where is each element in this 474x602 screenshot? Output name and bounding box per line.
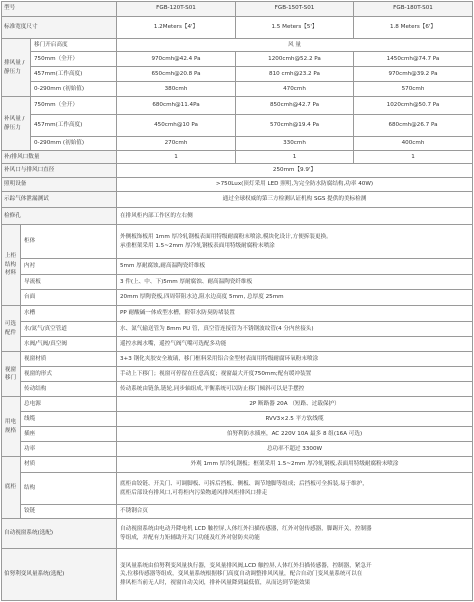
- fittings-row-label: 水槽: [21, 306, 117, 322]
- vav-value: 变风量系统由伯努利变风量执行器，变风量排风阀,LCD 触控屏,人体红外扫描传感器，控制器，紧急开 关,位移传感器等组成，变风量系统根据移门高度自动调整排风风量，配合自动门变风量系统可以在 排风柜当前无人时，视窗自动关闭，排补风量降到最低值，从而达到节能效果: [117, 549, 473, 601]
- fittings-row-value: 遥控水阀水嘴，遥控气阀气嘴可选配多功能: [117, 337, 473, 352]
- electrical-row-label: 线缆: [21, 412, 117, 427]
- electrical-row-value: 总功率不超过 3300W: [117, 442, 473, 457]
- vav-label: 伯努利变风量系统(选配): [1, 549, 117, 601]
- upper-row-label: 导流板: [21, 275, 117, 290]
- upper-row-value: 5mm 厚耐腐蚀,耐高温陶瓷纤维板: [117, 259, 473, 275]
- electrical-row-label: 插座: [21, 427, 117, 442]
- makeup-row-label: 750mm（全开）: [31, 97, 117, 115]
- makeup-value: 850cmh@42.7 Pa: [236, 97, 354, 115]
- exhaust-row-label: 457mm(工作高度): [31, 67, 117, 82]
- outlet-count-value: 1: [354, 151, 473, 164]
- electrical-row-label: 总电源: [21, 397, 117, 412]
- upper-row-label: 内衬: [21, 259, 117, 275]
- sash-row-label: 传动结构: [21, 382, 117, 397]
- makeup-value: 450cmh@10 Pa: [117, 115, 236, 137]
- makeup-value: 330cmh: [236, 137, 354, 151]
- exhaust-value: 470cmh: [236, 82, 354, 97]
- size-180: 1.8 Meters【6'】: [354, 17, 473, 39]
- access-hole-value: 在排风柜内部工作区的左右侧: [117, 208, 473, 225]
- outlet-count-label: 补/排风口数量: [1, 151, 117, 164]
- exhaust-group-label: 排风量 / 静压力: [1, 39, 31, 97]
- fittings-row-label: 水阀/气阀/真空阀: [21, 337, 117, 352]
- sash-row-label: 视窗材质: [21, 352, 117, 367]
- upper-row-label: 台面: [21, 290, 117, 306]
- model-180: FGB-180T-S01: [354, 1, 473, 17]
- upper-row-value: 20mm 厚陶瓷板,四周带阻水边,阻水边高度 5mm, 总厚度 25mm: [117, 290, 473, 306]
- sash-row-value: 手动上下移门；视窗可停留在任意高度；视窗最大开度750mm;配有缓冲装置: [117, 367, 473, 382]
- electrical-group-label: 用电规格: [1, 397, 21, 457]
- spec-sheet: [1, 1, 473, 601]
- electrical-row-value: 伯努利防水插座，AC 220V 10A 最多 8 组(16A 可选): [117, 427, 473, 442]
- sash-group-label: 视窗移门: [1, 352, 21, 397]
- access-hole-label: 检修孔: [1, 208, 117, 225]
- outlet-diameter-value: 250mm【9.9'】: [117, 164, 473, 178]
- exhaust-subheader: 移门开启高度: [31, 39, 117, 52]
- outlet-diameter-label: 补风口与排风口直径: [1, 164, 117, 178]
- sash-row-value: 3+3 钢化夹胶安全玻璃，移门框料采用铝合金型材表面用特级耐腐环氧粉末喷涂: [117, 352, 473, 367]
- electrical-row-value: RVV3×2.5 平方软线缆: [117, 412, 473, 427]
- upper-row-label: 柜体: [21, 225, 117, 259]
- makeup-row-label: 0-290mm (初始值): [31, 137, 117, 151]
- makeup-value: 680cmh@26.7 Pa: [354, 115, 473, 137]
- size-label: 标准宽度尺寸: [1, 17, 117, 39]
- fittings-row-label: 水/氮气/真空管道: [21, 322, 117, 337]
- base-row-value: 外观 1mm 厚冷轧钢板；框架采用 1.5~2mm 厚冷轧钢板,表面用特级耐腐粉末喷涂: [117, 457, 473, 473]
- base-row-value: 不锈钢合页: [117, 505, 473, 519]
- base-row-label: 铰链: [21, 505, 117, 519]
- upper-group-label: 上柜结构材料: [1, 225, 21, 306]
- exhaust-value: 970cmh@42.4 Pa: [117, 52, 236, 67]
- outlet-count-value: 1: [117, 151, 236, 164]
- lighting-value: >750Lux(顶灯采用 LED 照明,为完全防水防腐结构,功率 40W): [117, 178, 473, 192]
- makeup-value: 1020cmh@50.7 Pa: [354, 97, 473, 115]
- makeup-row-label: 457mm(工作高度): [31, 115, 117, 137]
- base-group-label: 底柜: [1, 457, 21, 519]
- exhaust-row-label: 0-290mm (初始值): [31, 82, 117, 97]
- upper-row-value: 3 件(上、中、下)5mm 厚耐腐蚀、耐高温陶瓷纤维板: [117, 275, 473, 290]
- model-label: 型号: [1, 1, 117, 17]
- exhaust-value: 1200cmh@52.2 Pa: [236, 52, 354, 67]
- detector-label: 示踪气体泄漏测试: [1, 192, 117, 208]
- auto-sash-value: 自动视窗系统由电动升降电机 LCD 触控屏,人体红外扫描传感器，红外对射传感器，脚踢开关，控制器 等组成，并配有力矩辅助开关门功能及红外对射防夹功能: [117, 519, 473, 549]
- electrical-row-label: 功率: [21, 442, 117, 457]
- model-120: FGB-120T-S01: [117, 1, 236, 17]
- exhaust-subheader-value: 风 量: [117, 39, 473, 52]
- fittings-group-label: 可选配件: [1, 306, 21, 352]
- exhaust-value: 650cmh@20.8 Pa: [117, 67, 236, 82]
- makeup-group-label: 补风量 / 静压力: [1, 97, 31, 151]
- exhaust-value: 1450cmh@74.7 Pa: [354, 52, 473, 67]
- auto-sash-label: 自动视窗系统(选配): [1, 519, 117, 549]
- electrical-row-value: 2P 断路器 20A （短路、过载保护）: [117, 397, 473, 412]
- exhaust-value: 380cmh: [117, 82, 236, 97]
- exhaust-value: 810 cmh@23.2 Pa: [236, 67, 354, 82]
- fittings-row-value: PP 耐酸碱一体成型水槽，附带水防臭防堵装置: [117, 306, 473, 322]
- makeup-value: 400cmh: [354, 137, 473, 151]
- exhaust-value: 570cmh: [354, 82, 473, 97]
- makeup-value: 270cmh: [117, 137, 236, 151]
- sash-row-value: 传动系统由链条,链轮,同步轴组成,平衡系统可以防止移门倾斜可以是手摆控: [117, 382, 473, 397]
- base-row-label: 材质: [21, 457, 117, 473]
- exhaust-row-label: 750mm（全开）: [31, 52, 117, 67]
- makeup-value: 680cmh@11.4Pa: [117, 97, 236, 115]
- lighting-label: 照明设备: [1, 178, 117, 192]
- base-row-label: 结构: [21, 473, 117, 505]
- sash-row-label: 视窗的形式: [21, 367, 117, 382]
- outlet-count-value: 1: [236, 151, 354, 164]
- makeup-value: 570cmh@19.4 Pa: [236, 115, 354, 137]
- detector-value: 通过全球权威的第三方检测认证机构 SGS 提供的美标检测: [117, 192, 473, 208]
- fittings-row-value: 水、氮气输送管为 8mm PU 管，真空管连接管为不锈钢波纹管(4 分内丝接头): [117, 322, 473, 337]
- model-150: FGB-150T-S01: [236, 1, 354, 17]
- size-120: 1.2Meters【4'】: [117, 17, 236, 39]
- size-150: 1.5 Meters【5'】: [236, 17, 354, 39]
- exhaust-value: 970cmh@39.2 Pa: [354, 67, 473, 82]
- upper-row-value: 外侧板饰板用 1mm 厚冷轧钢板表面用特级耐腐粉末喷涂,模块化设计,方便拆装更换。 承重框架采用 1.5~2mm 厚冷轧钢板表面用特级耐腐粉末喷涂: [117, 225, 473, 259]
- base-row-value: 底柜由铰链、开关门、可调脚板、可拆后挡板、侧板、调节地脚等组成；后挡板可全拆装,易于维护， 底柜后部设有排风口,可将柜内污染物通风排风柜排风口排走: [117, 473, 473, 505]
